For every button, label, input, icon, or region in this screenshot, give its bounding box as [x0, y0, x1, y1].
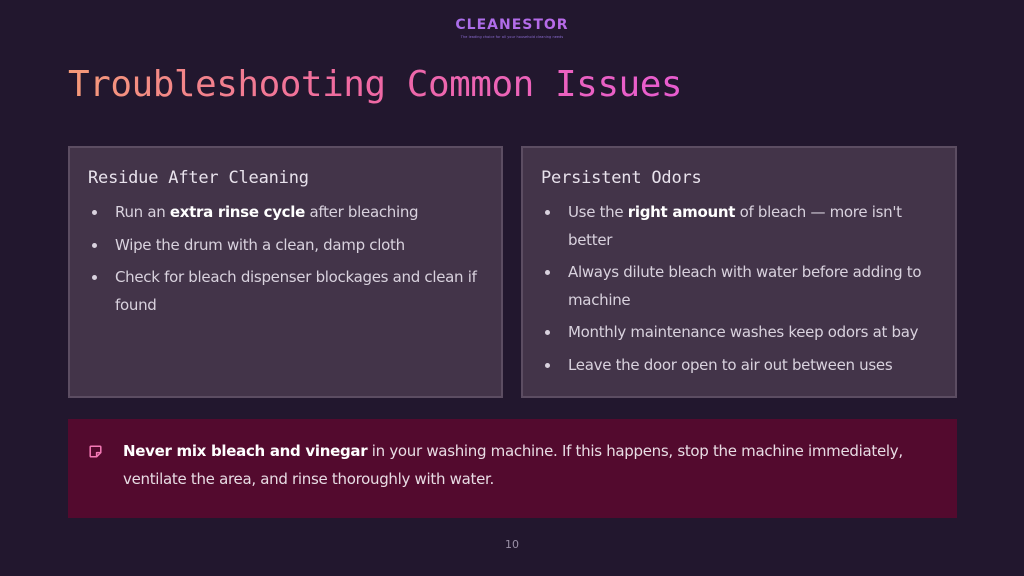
list-item: Check for bleach dispenser blockages and clean if found — [88, 264, 483, 319]
card-heading: Residue After Cleaning — [88, 168, 309, 188]
warning-text — [123, 438, 927, 493]
card-residue — [68, 146, 503, 398]
note-icon — [89, 445, 102, 458]
card-heading: Persistent Odors — [541, 168, 702, 188]
card-list — [541, 199, 937, 379]
warning-callout — [68, 419, 957, 518]
brand-tagline: The leading choice for all your household cleaning needs — [460, 35, 564, 39]
card-odors — [521, 146, 957, 398]
page-number: 10 — [505, 538, 519, 551]
warning-emphasis: Never mix bleach and vinegar — [123, 442, 368, 460]
card-list — [88, 199, 483, 319]
brand-logo — [0, 16, 1024, 40]
list-item: Use the right amount of bleach — more isn't better — [541, 199, 937, 254]
list-item: Leave the door open to air out between uses — [541, 352, 937, 380]
brand-name: CLEANESTOR — [0, 16, 1024, 34]
list-item: Run an extra rinse cycle after bleaching — [88, 199, 483, 227]
warning-body: in your washing machine. If this happens, stop the machine immediately, ventilate the area, and rinse thoroughly with water. — [123, 442, 903, 488]
slide-title: Troubleshooting Common Issues — [68, 62, 682, 108]
list-item: Monthly maintenance washes keep odors at bay — [541, 319, 937, 347]
list-item: Always dilute bleach with water before adding to machine — [541, 259, 937, 314]
list-item: Wipe the drum with a clean, damp cloth — [88, 232, 483, 260]
